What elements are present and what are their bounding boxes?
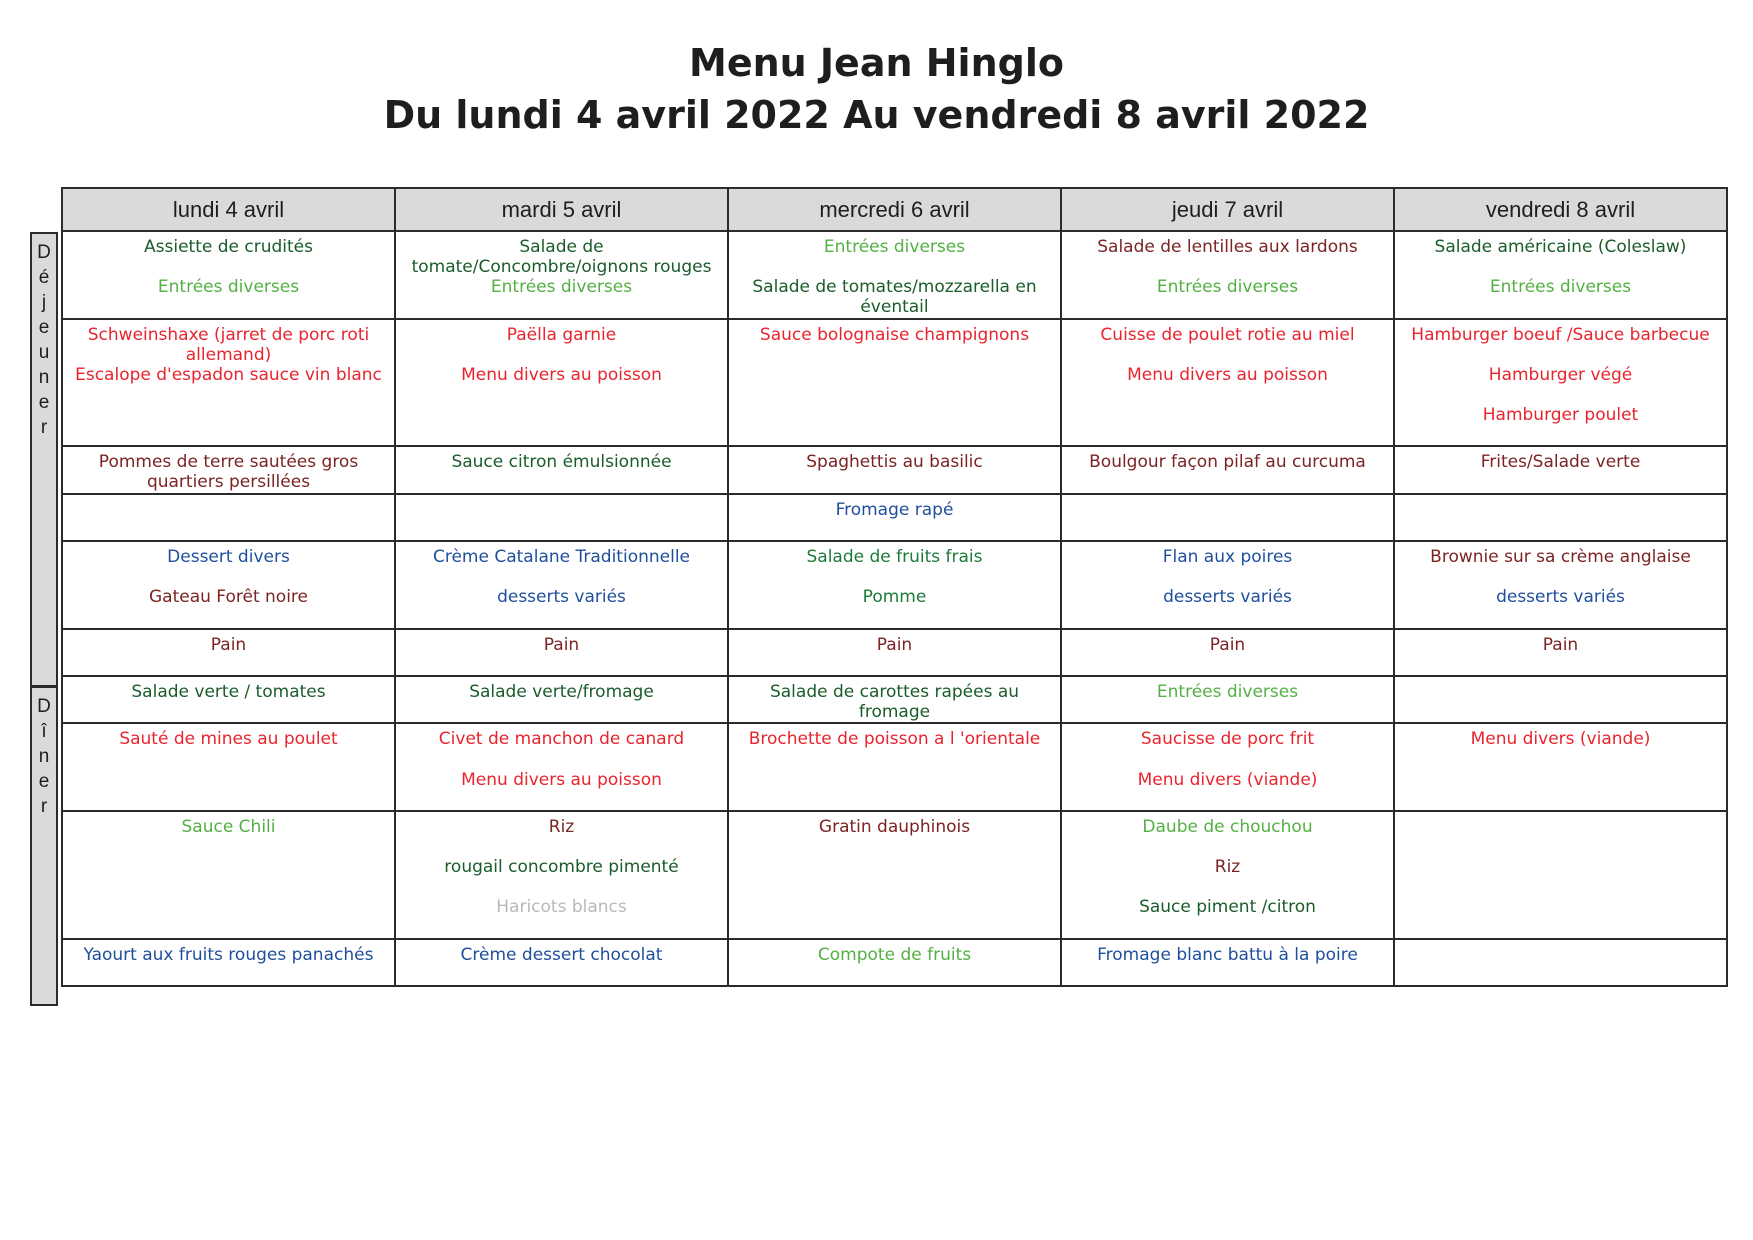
section-letter: é	[38, 267, 50, 288]
section-letter: j	[41, 292, 47, 313]
menu-item: Menu divers au poisson	[1127, 364, 1328, 385]
menu-cell	[1061, 723, 1394, 811]
menu-item: Frites/Salade verte	[1480, 452, 1641, 473]
menu-item: Sauce citron émulsionnée	[451, 452, 672, 473]
menu-item: desserts variés	[1163, 587, 1292, 608]
menu-item: Crème Catalane Traditionnelle	[432, 547, 691, 568]
menu-title: Menu Jean Hinglo	[689, 41, 1064, 85]
menu-cell	[395, 723, 728, 811]
section-label-dejeuner	[30, 232, 58, 687]
menu-cell	[62, 446, 395, 493]
menu-cell	[395, 939, 728, 986]
menu-item: Spaghettis au basilic	[806, 452, 983, 473]
menu-cell	[1394, 723, 1727, 811]
menu-cell	[395, 494, 728, 541]
section-letter: e	[38, 392, 50, 413]
menu-item: Pain	[543, 634, 580, 655]
menu-item: Paëlla garnie	[506, 324, 617, 345]
menu-item: Brownie sur sa crème anglaise	[1430, 547, 1691, 568]
menu-cell	[62, 939, 395, 986]
section-letter: n	[38, 367, 50, 388]
menu-item: Pommes de terre sautées gros quartiers persillées	[98, 452, 359, 493]
day-header: lundi 4 avril	[62, 188, 395, 231]
menu-row	[62, 541, 1727, 629]
menu-cell	[1061, 494, 1394, 541]
menu-cell	[1394, 231, 1727, 319]
menu-item: Hamburger boeuf /Sauce barbecue	[1411, 324, 1710, 345]
menu-item: Boulgour façon pilaf au curcuma	[1089, 452, 1366, 473]
menu-item: Sauce Chili	[181, 816, 276, 837]
menu-cell	[395, 231, 728, 319]
menu-item: Gratin dauphinois	[818, 816, 971, 837]
section-letter: n	[38, 746, 50, 767]
menu-item: Menu divers au poisson	[461, 769, 662, 790]
menu-cell	[1394, 811, 1727, 939]
menu-item: Salade de carottes rapées au fromage	[769, 681, 1020, 722]
menu-table	[61, 187, 1728, 987]
menu-cell	[1061, 446, 1394, 493]
menu-item: Sauté de mines au poulet	[119, 729, 338, 750]
menu-item: Salade de lentilles aux lardons	[1097, 237, 1358, 257]
menu-cell	[395, 541, 728, 629]
menu-item: Escalope d'espadon sauce vin blanc	[75, 364, 382, 385]
section-letter: D	[37, 242, 51, 263]
menu-item: Entrées diverses	[490, 277, 633, 298]
menu-cell	[62, 676, 395, 723]
menu-item: Salade américaine (Coleslaw)	[1434, 237, 1687, 257]
menu-item: Sauce piment /citron	[1139, 897, 1316, 918]
menu-cell	[62, 723, 395, 811]
menu-cell	[1061, 676, 1394, 723]
menu-item: Salade verte/fromage	[469, 681, 654, 702]
menu-item: desserts variés	[497, 587, 626, 608]
menu-cell	[1394, 446, 1727, 493]
menu-cell	[62, 319, 395, 447]
menu-item: Menu divers (viande)	[1137, 769, 1318, 790]
menu-item: Cuisse de poulet rotie au miel	[1100, 324, 1355, 345]
menu-cell	[62, 541, 395, 629]
menu-cell	[395, 676, 728, 723]
menu-item: Riz	[548, 816, 575, 837]
menu-item: Entrées diverses	[823, 237, 966, 257]
menu-item: Yaourt aux fruits rouges panachés	[83, 944, 374, 965]
menu-row	[62, 494, 1727, 541]
menu-item: Compote de fruits	[817, 944, 972, 965]
section-label-diner	[30, 686, 58, 1006]
menu-cell	[395, 446, 728, 493]
menu-item: Flan aux poires	[1162, 547, 1293, 568]
menu-row	[62, 629, 1727, 676]
menu-cell	[1061, 939, 1394, 986]
menu-item: Salade de tomate/Concombre/oignons rouges	[411, 237, 712, 277]
menu-item: Menu divers (viande)	[1470, 729, 1651, 750]
menu-item: Gateau Forêt noire	[148, 587, 308, 608]
menu-item: Dessert divers	[167, 547, 290, 568]
menu-item: Sauce bolognaise champignons	[759, 324, 1030, 345]
menu-row	[62, 811, 1727, 939]
day-header: vendredi 8 avril	[1394, 188, 1727, 231]
menu-item: Pomme	[862, 587, 927, 608]
menu-cell	[728, 231, 1061, 319]
menu-item: Entrées diverses	[1156, 681, 1299, 702]
menu-cell	[1061, 541, 1394, 629]
menu-row	[62, 319, 1727, 447]
menu-cell	[395, 811, 728, 939]
menu-item: Civet de manchon de canard	[438, 729, 685, 750]
menu-cell	[395, 319, 728, 447]
menu-cell	[1394, 319, 1727, 447]
menu-item: Daube de chouchou	[1142, 816, 1313, 837]
section-letter: e	[38, 771, 50, 792]
section-letter: u	[38, 342, 50, 363]
menu-cell	[728, 629, 1061, 676]
menu-item: Pain	[876, 634, 913, 655]
menu-cell	[1394, 676, 1727, 723]
menu-row	[62, 676, 1727, 723]
menu-item: Menu divers au poisson	[461, 364, 662, 385]
section-letter: e	[38, 317, 50, 338]
section-letter: r	[40, 417, 48, 438]
section-letter: î	[41, 721, 47, 742]
menu-cell	[62, 811, 395, 939]
menu-cell	[395, 629, 728, 676]
menu-cell	[1394, 494, 1727, 541]
menu-cell	[1061, 811, 1394, 939]
menu-item: Pain	[210, 634, 247, 655]
menu-cell	[728, 494, 1061, 541]
menu-row	[62, 231, 1727, 319]
menu-date-range: Du lundi 4 avril 2022 Au vendredi 8 avril 2022	[383, 93, 1370, 137]
menu-item: Entrées diverses	[157, 277, 300, 298]
menu-cell	[728, 811, 1061, 939]
menu-cell	[1394, 939, 1727, 986]
menu-cell	[728, 723, 1061, 811]
menu-item: Assiette de crudités	[144, 237, 313, 257]
menu-item: Fromage blanc battu à la poire	[1097, 944, 1358, 965]
menu-cell	[1061, 231, 1394, 319]
day-header-row	[62, 188, 1727, 231]
menu-cell	[728, 939, 1061, 986]
section-letter: r	[40, 796, 48, 817]
menu-cell	[728, 541, 1061, 629]
menu-cell	[1394, 541, 1727, 629]
section-letter: D	[37, 696, 51, 717]
menu-cell	[1061, 629, 1394, 676]
menu-row	[62, 723, 1727, 811]
menu-cell	[728, 319, 1061, 447]
day-header: mercredi 6 avril	[728, 188, 1061, 231]
menu-cell	[62, 231, 395, 319]
menu-cell	[62, 629, 395, 676]
menu-cell	[728, 446, 1061, 493]
menu-item: Riz	[1214, 857, 1241, 878]
menu-cell	[728, 676, 1061, 723]
menu-item: desserts variés	[1496, 587, 1625, 608]
menu-item: Salade verte / tomates	[131, 681, 326, 702]
menu-item: Fromage rapé	[835, 499, 954, 520]
day-header: mardi 5 avril	[395, 188, 728, 231]
menu-row	[62, 939, 1727, 986]
menu-item: Crème dessert chocolat	[460, 944, 663, 965]
day-header: jeudi 7 avril	[1061, 188, 1394, 231]
menu-item: Pain	[1542, 634, 1579, 655]
menu-item: Schweinshaxe (jarret de porc roti allemand)	[87, 324, 370, 365]
menu-item: Haricots blancs	[496, 897, 627, 918]
menu-item: Salade de fruits frais	[806, 547, 983, 568]
menu-item: Salade de tomates/mozzarella en éventail	[752, 277, 1037, 318]
menu-item: Pain	[1209, 634, 1246, 655]
menu-item: Entrées diverses	[1489, 277, 1632, 298]
menu-item: Entrées diverses	[1156, 277, 1299, 298]
menu-cell	[1394, 629, 1727, 676]
menu-cell	[62, 494, 395, 541]
menu-cell	[1061, 319, 1394, 447]
menu-item: Hamburger poulet	[1482, 405, 1639, 426]
menu-item: Hamburger végé	[1488, 364, 1633, 385]
menu-item: Saucisse de porc frit	[1140, 729, 1315, 750]
menu-item: Brochette de poisson a l 'orientale	[748, 729, 1041, 750]
menu-row	[62, 446, 1727, 493]
menu-item: rougail concombre pimenté	[444, 857, 679, 878]
